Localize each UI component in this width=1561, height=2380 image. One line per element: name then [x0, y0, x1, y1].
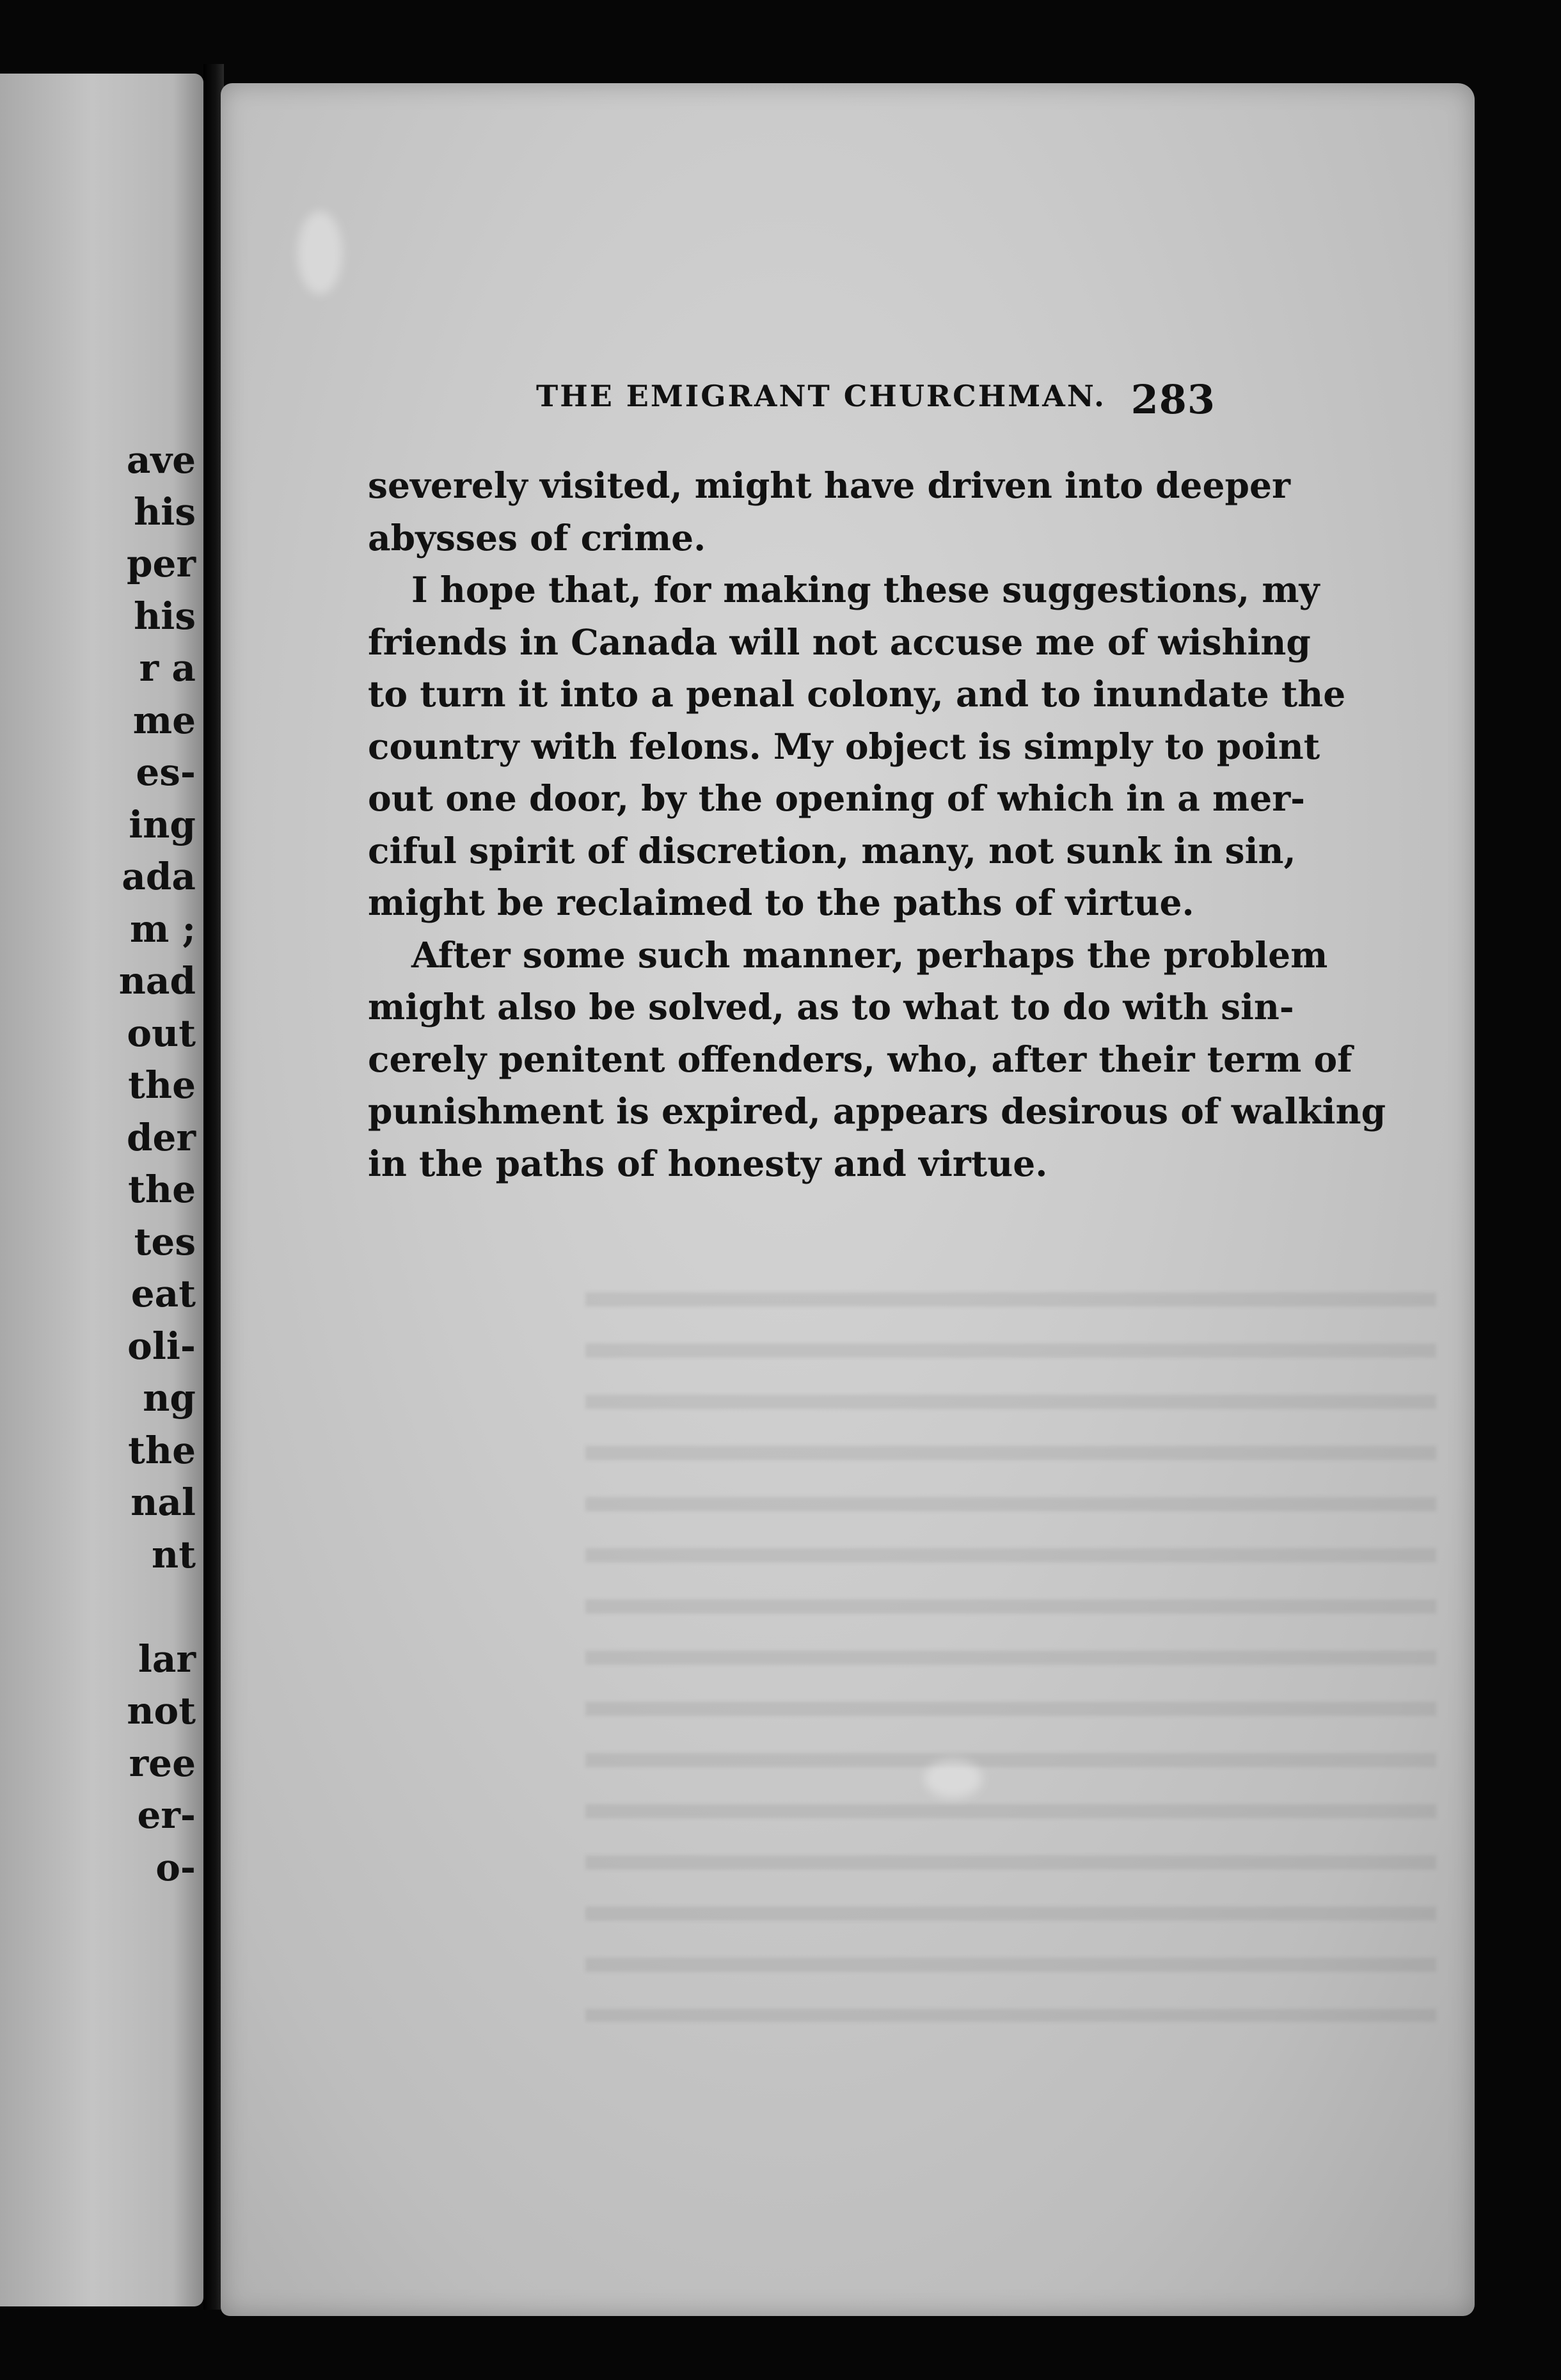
text-line: to turn it into a penal colony, and to inundate the — [368, 673, 1346, 715]
previous-page-line-fragment: ada — [122, 855, 196, 898]
running-head-title: THE EMIGRANT CHURCHMAN. — [536, 379, 1106, 413]
previous-page-line-fragment: out — [127, 1012, 196, 1055]
paper-blemish — [297, 211, 342, 294]
paper-blemish — [924, 1759, 982, 1798]
text-line: abysses of crime. — [368, 516, 706, 559]
show-through-text — [585, 1267, 1436, 2022]
text-line: punishment is expired, appears desirous of walking — [368, 1090, 1386, 1132]
previous-page-line-fragment: nt — [152, 1533, 196, 1576]
paragraph — [368, 459, 1290, 564]
previous-page-line-fragment: er- — [137, 1793, 196, 1837]
text-line: I hope that, for making these suggestions, my — [411, 569, 1320, 610]
previous-page-line-fragment: ree — [129, 1741, 196, 1785]
previous-page-line-fragment: ing — [129, 803, 196, 846]
text-line: friends in Canada will not accuse me of wishing — [368, 621, 1311, 663]
previous-page-line-fragment: r a — [139, 646, 196, 690]
text-line: out one door, by the opening of which in a mer- — [368, 777, 1305, 819]
text-line: After some such manner, perhaps the problem — [411, 933, 1328, 976]
previous-page-line-fragment: his — [134, 594, 196, 638]
paragraph — [368, 564, 1346, 929]
previous-page-line-fragment: o- — [155, 1846, 196, 1889]
previous-page-line-fragment: ng — [143, 1376, 196, 1420]
previous-page-edge — [0, 74, 203, 2306]
previous-page-line-fragment: not — [127, 1689, 196, 1733]
page-number: 283 — [1130, 376, 1216, 423]
previous-page-line-fragment: es- — [136, 750, 196, 794]
text-line: might be reclaimed to the paths of virtue. — [368, 882, 1194, 923]
previous-page-line-fragment: me — [132, 699, 196, 742]
paragraph — [368, 929, 1386, 1190]
text-line: in the paths of honesty and virtue. — [368, 1142, 1048, 1184]
previous-page-line-fragment: tes — [134, 1220, 196, 1264]
running-head — [536, 376, 1216, 423]
text-line: ciful spirit of discretion, many, not sunk in sin, — [368, 829, 1296, 871]
previous-page-line-fragment: the — [128, 1429, 196, 1472]
text-line: severely visited, might have driven into deeper — [368, 464, 1290, 506]
text-line: country with felons. My object is simply to point — [368, 725, 1320, 767]
previous-page-line-fragment: nad — [118, 959, 196, 1003]
previous-page-line-fragment: his — [134, 490, 196, 534]
previous-page-line-fragment: ave — [126, 438, 196, 482]
text-line: cerely penitent offenders, who, after their term of — [368, 1038, 1352, 1080]
text-line: might also be solved, as to what to do with sin- — [368, 986, 1294, 1027]
previous-page-line-fragment: eat — [131, 1272, 196, 1315]
previous-page-line-fragment: nal — [131, 1480, 196, 1524]
previous-page-line-fragment: oli- — [127, 1324, 196, 1368]
previous-page-line-fragment: the — [128, 1063, 196, 1107]
previous-page-line-fragment: der — [126, 1116, 196, 1159]
previous-page-line-fragment: the — [128, 1168, 196, 1211]
book-page — [221, 83, 1475, 2316]
previous-page-line-fragment: m ; — [130, 907, 196, 951]
previous-page-line-fragment: lar — [138, 1637, 196, 1681]
body-text — [368, 459, 1386, 1189]
previous-page-line-fragment: per — [126, 542, 196, 585]
